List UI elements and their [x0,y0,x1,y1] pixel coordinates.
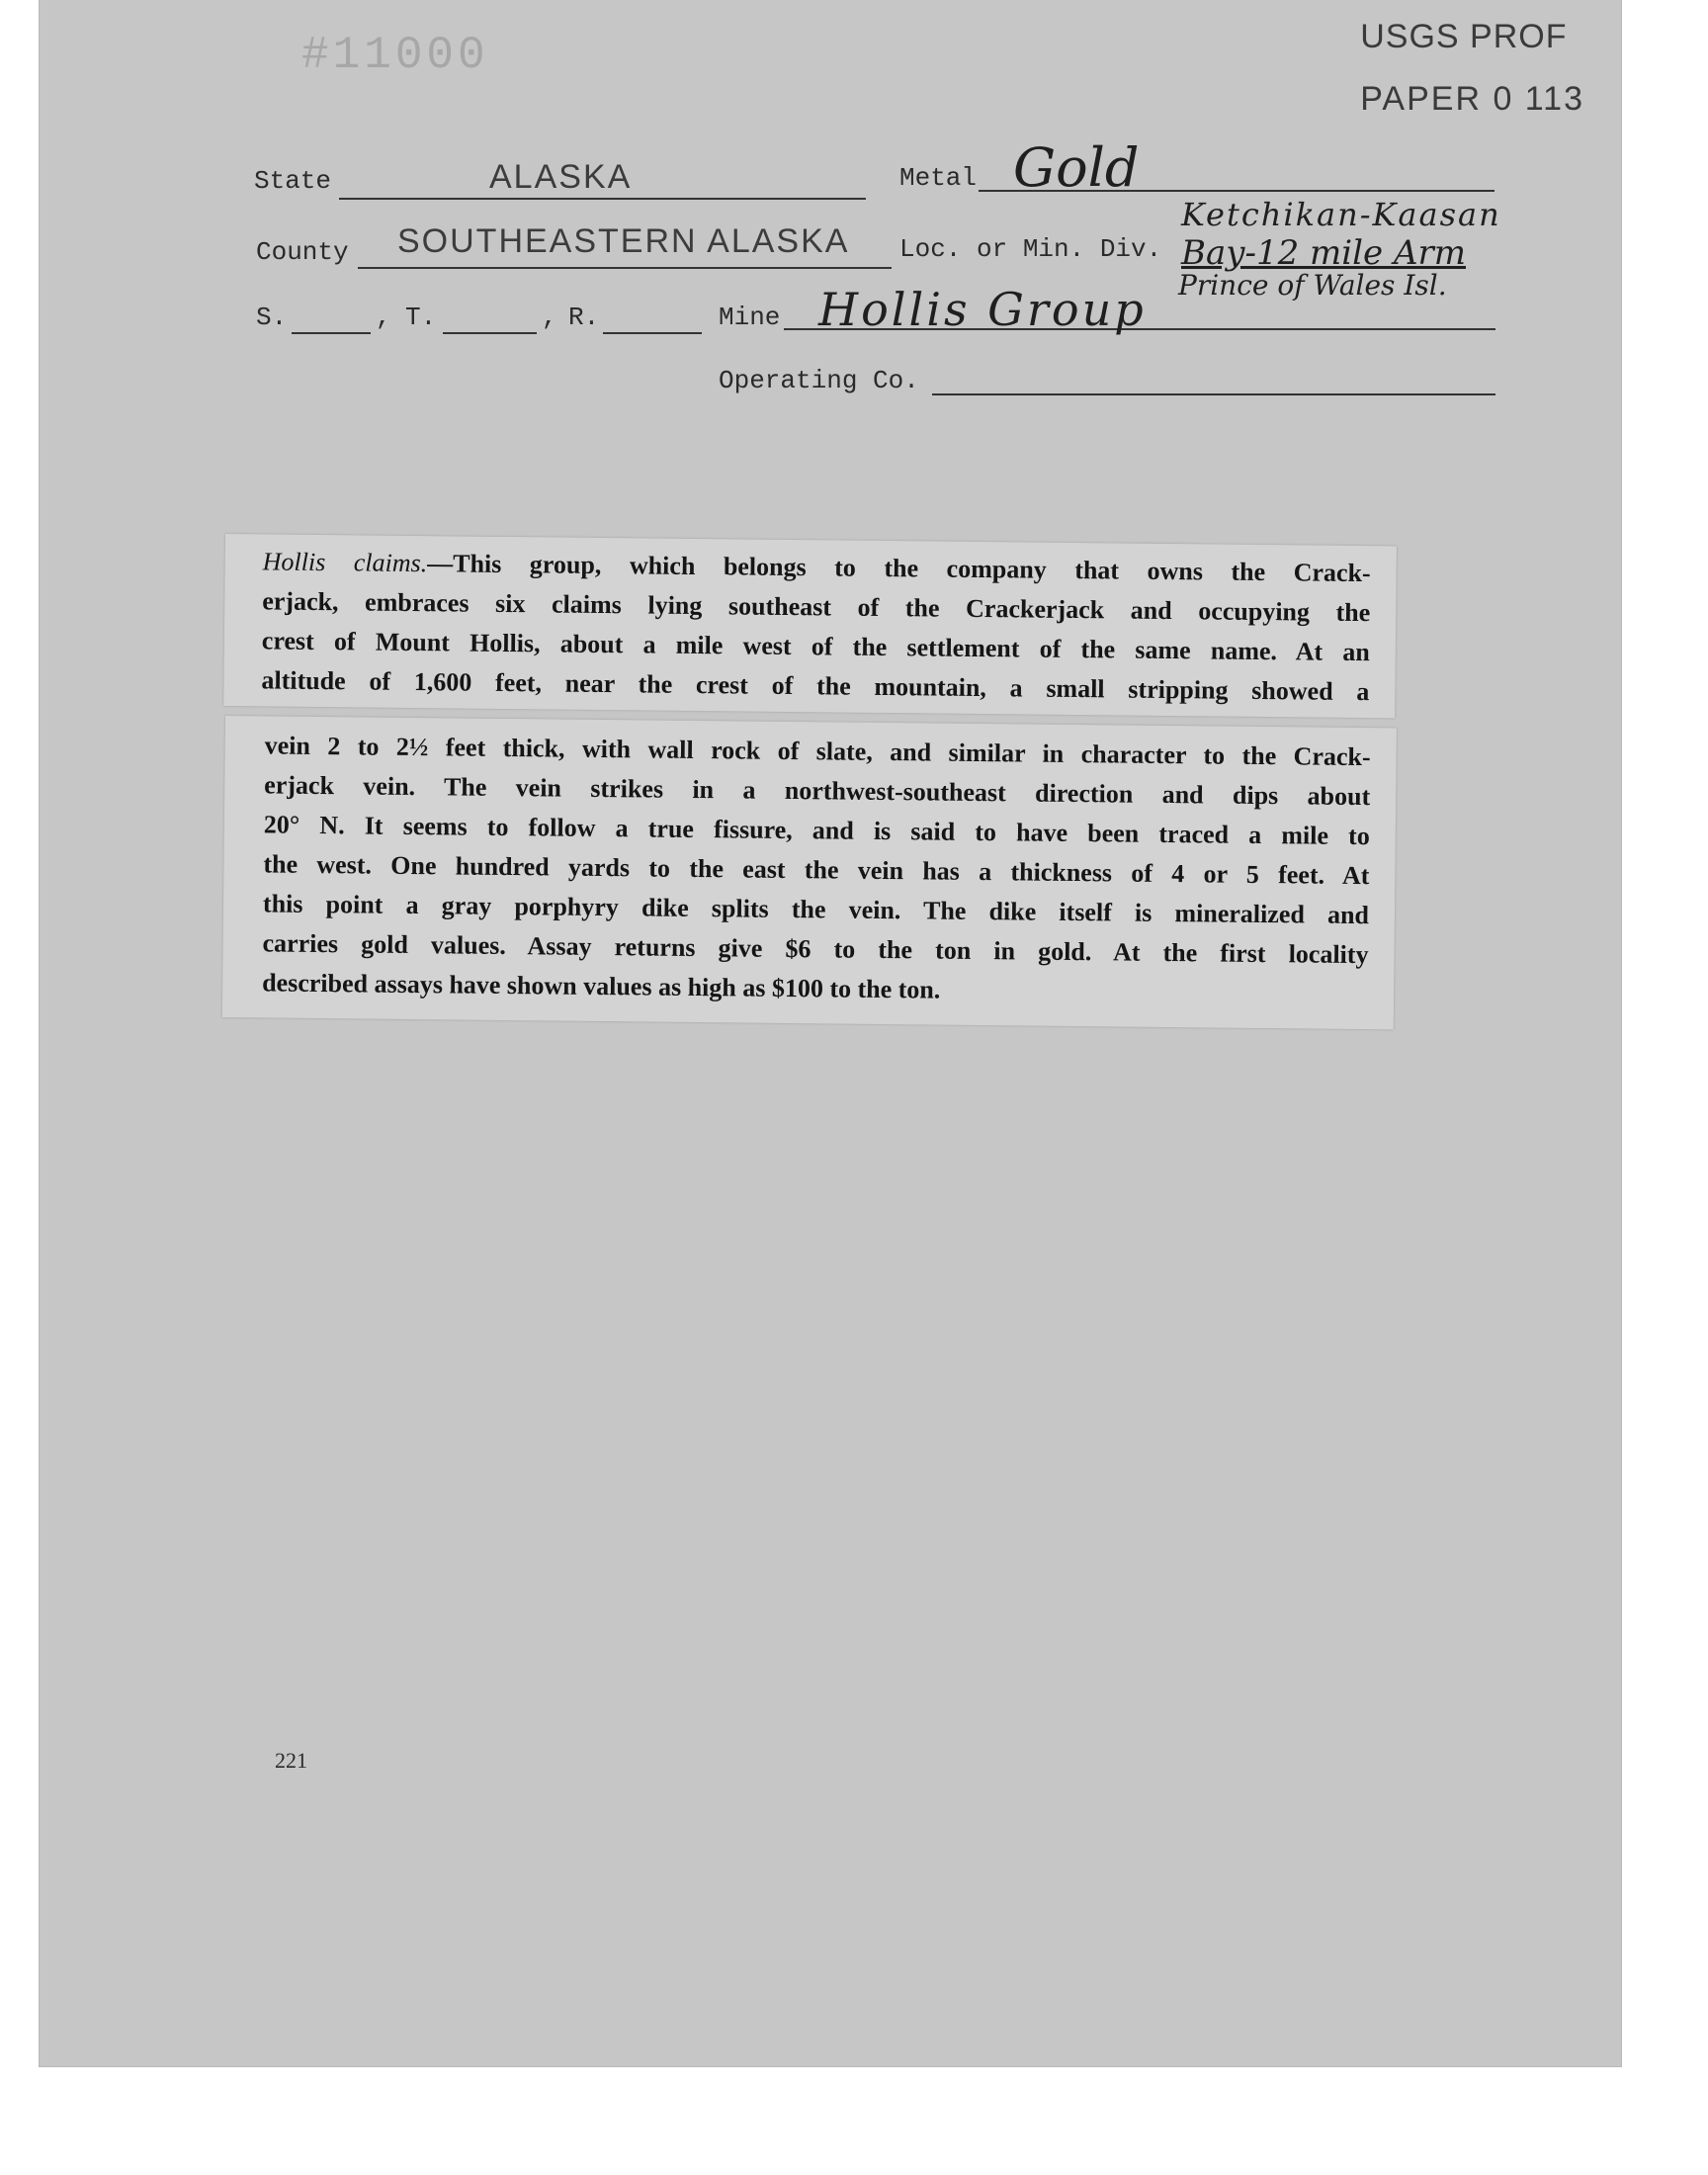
reference-line-2: PAPER 0 113 [1360,80,1584,118]
metal-value: Gold [1013,136,1140,199]
state-value: ALASKA [489,158,633,196]
loc-label: Loc. or Min. Div. [899,234,1162,264]
clipping-2 [222,716,1397,1029]
clipping-2-line-3: 20° N. It seems to follow a true fissure, and is said to have been traced a mile to [263,810,1370,851]
clipping-1 [223,534,1397,718]
clipping-2-line-1: vein 2 to 2½ feet thick, with wall rock of slate, and similar in character to the Crack- [264,731,1371,772]
clipping-1-line-4: altitude of 1,600 feet, near the crest of the mountain, a small stripping showed a [261,665,1370,707]
section-underline [292,332,371,334]
loc-value-line-3: Prince of Wales Isl. [1178,269,1447,302]
r-comma: , [542,303,557,332]
clipping-1-line-3: crest of Mount Hollis, about a mile west of the settlement of the same name. At an [261,626,1370,667]
county-value: SOUTHEASTERN ALASKA [397,222,850,260]
page-number: 221 [275,1748,307,1773]
township-label: T. [405,303,437,332]
county-label: County [256,237,349,267]
metal-label: Metal [899,163,978,193]
clipping-2-line-6: carries gold values. Assay returns give $6 to the ton in gold. At the first locality [262,928,1369,970]
mine-label: Mine [719,303,781,332]
clipping-1-lead: Hollis claims. [262,547,428,578]
mine-value: Hollis Group [818,283,1147,336]
clipping-1-line-2: erjack, embraces six claims lying southeast of the Crackerjack and occupying the [262,586,1371,628]
stamp-number: #11000 [301,30,489,81]
state-label: State [254,166,332,196]
section-label: S. [256,303,288,332]
range-label: R. [568,303,600,332]
operating-co-underline [932,393,1495,395]
clipping-2-line-2: erjack vein. The vein strikes in a northwest-southeast direction and dips about [264,770,1371,812]
loc-value-line-1: Ketchikan-Kaasan [1181,196,1501,233]
clipping-2-line-5: this point a gray porphyry dike splits the vein. The dike itself is mineralized and [262,889,1370,930]
clipping-2-line-7: described assays have shown values as high as $100 to the ton. [262,968,941,1004]
operating-co-label: Operating Co. [719,366,919,395]
t-comma: , [376,303,391,332]
clipping-1-line-1-text: —This group, which belongs to the company that owns the Crack- [427,549,1371,588]
township-underline [443,332,537,334]
county-underline [358,267,892,269]
range-underline [603,332,702,334]
clipping-2-line-4: the west. One hundred yards to the east the vein has a thickness of 4 or 5 feet. At [263,849,1370,891]
document-reference [1360,18,1584,119]
loc-value-line-2: Bay-12 mile Arm [1181,233,1466,273]
reference-line-1: USGS PROF [1360,18,1568,55]
state-underline [339,198,866,200]
